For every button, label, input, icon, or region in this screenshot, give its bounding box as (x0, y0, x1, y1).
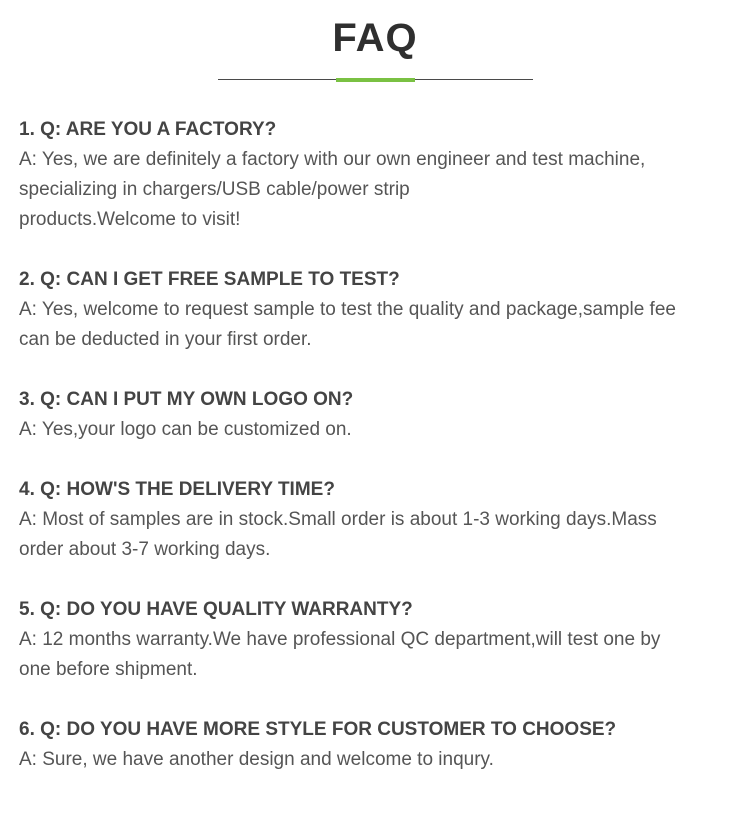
faq-question: 3. Q: CAN I PUT MY OWN LOGO ON? (19, 389, 354, 410)
faq-item (19, 115, 734, 235)
faq-item (19, 265, 734, 355)
faq-answer-line: A: Yes,your logo can be customized on. (19, 419, 352, 440)
faq-item (19, 475, 734, 565)
faq-answer (19, 745, 734, 775)
faq-answer-line: order about 3-7 working days. (19, 539, 271, 560)
faq-answer (19, 415, 734, 445)
faq-question: 2. Q: CAN I GET FREE SAMPLE TO TEST? (19, 269, 400, 290)
faq-answer (19, 625, 734, 685)
faq-item (19, 385, 734, 445)
faq-answer-line: A: Sure, we have another design and welcome to inqury. (19, 749, 494, 770)
page-title: FAQ (332, 16, 418, 60)
faq-question: 6. Q: DO YOU HAVE MORE STYLE FOR CUSTOMER TO CHOOSE? (19, 719, 617, 740)
faq-answer-line: products.Welcome to visit! (19, 209, 241, 230)
faq-question: 4. Q: HOW'S THE DELIVERY TIME? (19, 479, 335, 500)
faq-question: 5. Q: DO YOU HAVE QUALITY WARRANTY? (19, 599, 413, 620)
faq-item (19, 715, 734, 775)
faq-answer-line: one before shipment. (19, 659, 198, 680)
faq-answer-line: A: 12 months warranty.We have professional QC department,will test one by (19, 629, 661, 650)
faq-answer-line: can be deducted in your first order. (19, 329, 312, 350)
faq-question: 1. Q: ARE YOU A FACTORY? (19, 119, 277, 140)
faq-answer-line: specializing in chargers/USB cable/power strip (19, 179, 410, 200)
faq-answer-line: A: Yes, we are definitely a factory with our own engineer and test machine, (19, 149, 646, 170)
faq-answer-line: A: Most of samples are in stock.Small order is about 1-3 working days.Mass (19, 509, 657, 530)
title-divider-accent (336, 78, 415, 82)
faq-item (19, 595, 734, 685)
faq-answer (19, 295, 734, 355)
faq-list (19, 115, 734, 805)
faq-answer (19, 145, 734, 235)
faq-answer-line: A: Yes, welcome to request sample to test the quality and package,sample fee (19, 299, 676, 320)
faq-answer (19, 505, 734, 565)
